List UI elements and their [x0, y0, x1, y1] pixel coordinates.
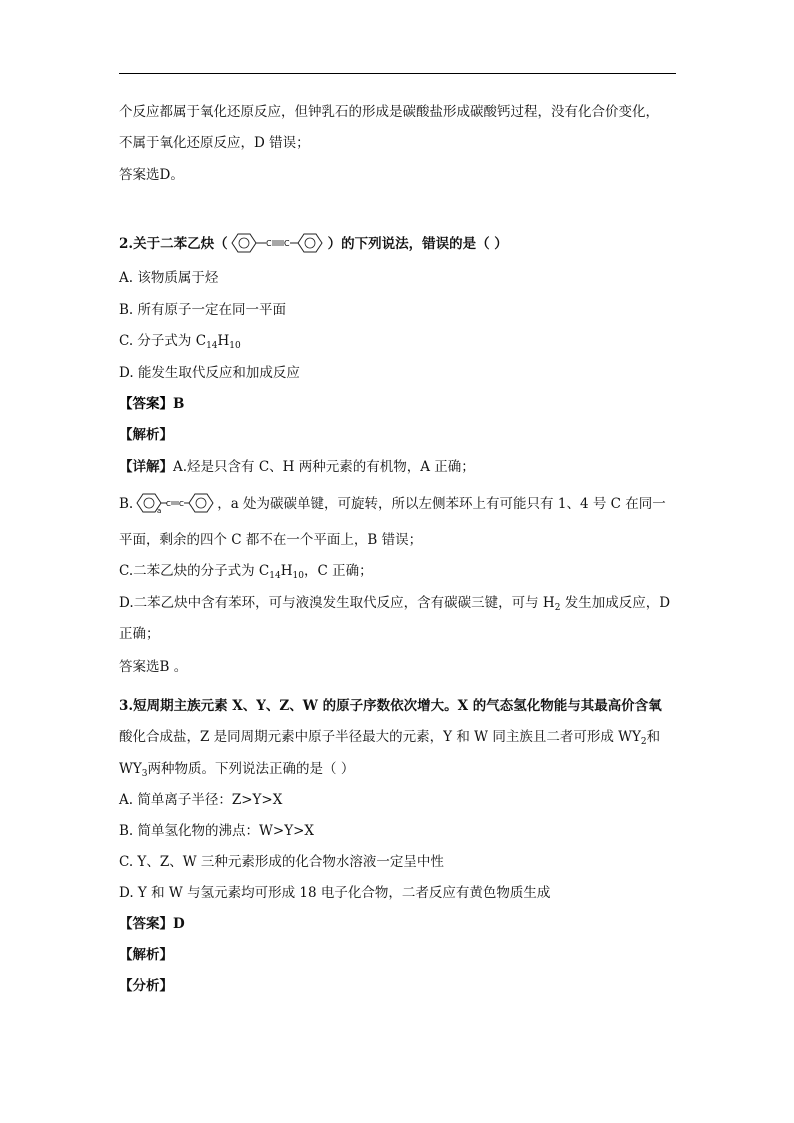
- svg-text:C: C: [265, 239, 272, 248]
- analysis-tag: 【解析】: [119, 947, 173, 963]
- answer-line: 答案选B 。: [119, 659, 188, 675]
- q2-stem: [119, 232, 508, 254]
- analysis-subtag: 【分析】: [119, 978, 173, 994]
- detail-line: 正确；: [119, 626, 160, 642]
- q3-stem-line: 酸化合成盐，Z 是同周期元素中原子半径最大的元素，Y 和 W 同主族且二者可形成 $WY_2$和: [119, 729, 661, 747]
- text-line: 不属于氧化还原反应，D 错误；: [119, 135, 310, 151]
- detail-line: 平面，剩余的四个 C 都不在一个平面上，B 错误；: [119, 532, 423, 548]
- detail-line: B. a C C ，a 处为碳碳单键，可旋转，所以左侧苯环上有可能只有 1、4 号 C 在同一: [119, 492, 666, 514]
- answer-line: 【答案】D: [119, 916, 185, 932]
- detail-line: C.二苯乙炔的分子式为 $C_{14}H_{10}$，C 正确；: [119, 563, 373, 581]
- analysis-tag: 【解析】: [119, 427, 173, 443]
- q3-stem-line: 3.短周期主族元素 X、Y、Z、W 的原子序数依次增大。X 的气态氢化物能与其最高价含氧: [119, 698, 662, 714]
- option-a: A. 该物质属于烃: [119, 270, 219, 286]
- text-line: 个反应都属于氧化还原反应，但钟乳石的形成是碳酸盐形成碳酸钙过程，没有化合价变化，: [119, 104, 659, 120]
- header-rule: [119, 73, 676, 74]
- bond-label: a: [157, 507, 162, 514]
- option-d: D. Y 和 W 与氢元素均可形成 18 电子化合物，二者反应有黄色物质生成: [119, 885, 551, 901]
- q2-stem-text-end: ）的下列说法，错误的是（ ）: [327, 236, 508, 252]
- svg-text:C: C: [179, 500, 185, 508]
- answer-line: 【答案】B: [119, 396, 185, 412]
- detail-line: 【详解】A.烃是只含有 C、H 两种元素的有机物，A 正确；: [119, 459, 475, 475]
- detail-line: D.二苯乙炔中含有苯环，可与液溴发生取代反应，含有碳碳三键，可与 $H_2$ 发生加成反应，D: [119, 595, 671, 613]
- q2-stem-text: 2.关于二苯乙炔（: [119, 236, 228, 252]
- option-c: C. 分子式为 $C_{14}H_{10}$: [119, 333, 241, 351]
- option-c: C. Y、Z、W 三种元素形成的化合物水溶液一定呈中性: [119, 854, 444, 870]
- answer-line: 答案选D。: [119, 167, 184, 183]
- labeled-structure: [135, 492, 215, 514]
- option-b: B. 所有原子一定在同一平面: [119, 302, 287, 318]
- q3-stem-line: $WY_3$两种物质。下列说法正确的是（ ）: [119, 761, 355, 779]
- option-b: B. 简单氢化物的沸点：W>Y>X: [119, 823, 315, 839]
- svg-text:C: C: [166, 500, 172, 508]
- option-d: D. 能发生取代反应和加成反应: [119, 365, 300, 381]
- svg-text:C: C: [283, 239, 290, 248]
- option-a: A. 简单离子半径：Z>Y>X: [119, 792, 283, 808]
- diphenylacetylene-structure: [230, 232, 326, 254]
